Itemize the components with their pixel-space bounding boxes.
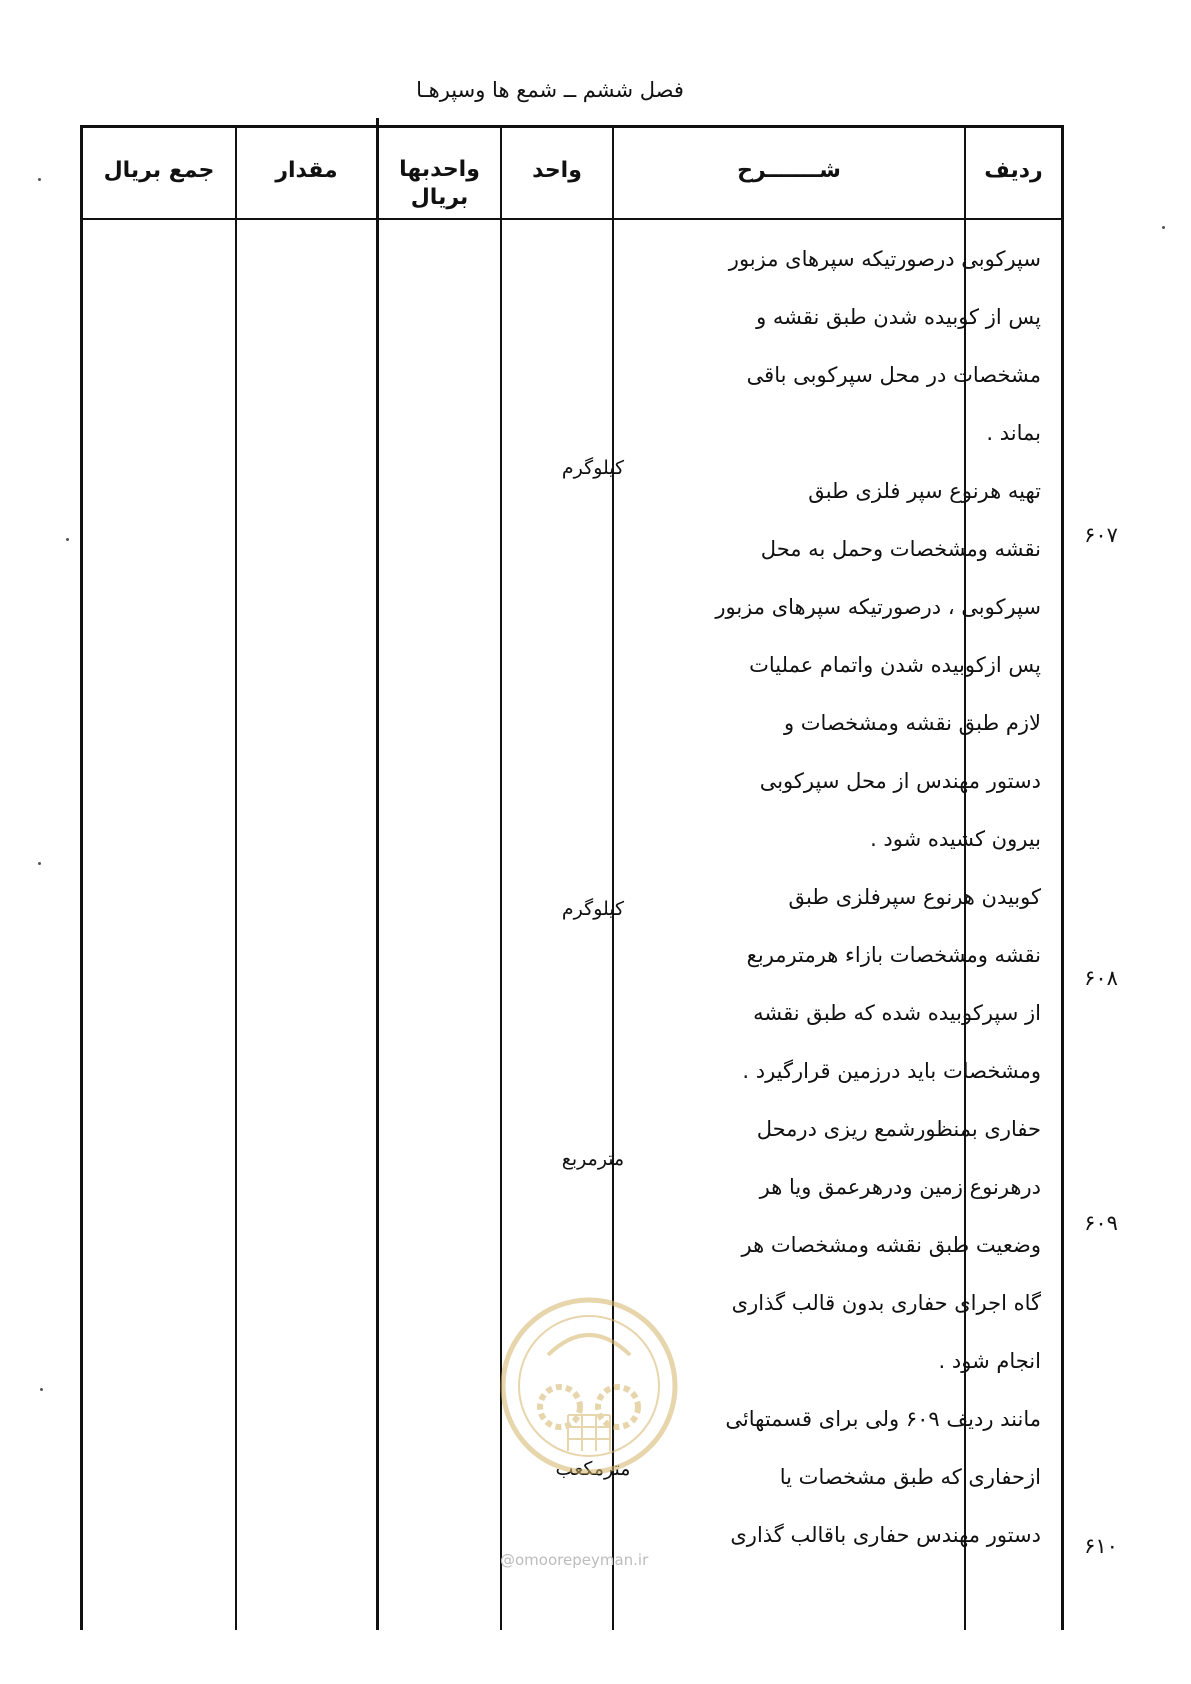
header-row-no: ردیف <box>984 158 1043 183</box>
description-line: حفاری بمنظورشمع ریزی درمحل <box>756 1117 1041 1141</box>
unit-cell: کیلوگرم <box>561 898 625 920</box>
unit-cell: کیلوگرم <box>561 457 625 479</box>
description-line: انجام شود . <box>938 1349 1041 1373</box>
table-right-border <box>1061 125 1064 1630</box>
header-description: شـــــــرح <box>737 158 841 183</box>
table-left-border <box>80 125 83 1630</box>
description-line: از سپرکوبیده شده که طبق نقشه <box>753 1001 1041 1025</box>
description-line: ومشخصات باید درزمین قرارگیرد . <box>742 1059 1041 1083</box>
description-line: پس از کوبیده شدن طبق نقشه و <box>756 305 1041 329</box>
margin-speck <box>40 1388 43 1391</box>
page-title: فصل ششم ــ شمع ها وسپرهـا <box>416 78 684 102</box>
description-line: ازحفاری که طبق مشخصات یا <box>779 1465 1041 1489</box>
row-number: ۶۰۸ <box>1084 966 1118 990</box>
margin-speck <box>1162 226 1165 229</box>
table-header-border <box>80 218 1064 220</box>
unit-cell: مترمکعب <box>555 1458 631 1480</box>
watermark-text: @omoorepeyman.ir <box>500 1551 649 1569</box>
column-divider <box>376 118 379 1630</box>
description-line: بیرون کشیده شود . <box>870 827 1041 851</box>
margin-speck <box>38 862 41 865</box>
header-unit-price-line1: واحدبها <box>399 157 480 182</box>
description-line: دستور مهندس حفاری باقالب گذاری <box>730 1523 1041 1547</box>
header-unit-price-line2: بریال <box>410 185 469 210</box>
row-number: ۶۱۰ <box>1084 1534 1118 1558</box>
header-unit-price <box>379 156 500 212</box>
description-line: نقشه ومشخصات بازاء هرمترمربع <box>746 943 1041 967</box>
description-line: سپرکوبی درصورتیکه سپرهای مزبور <box>728 247 1041 271</box>
description-line: کوبیدن هرنوع سپرفلزی طبق <box>788 885 1041 909</box>
table-top-border <box>80 125 1064 128</box>
description-line: لازم طبق نقشه ومشخصات و <box>783 711 1041 735</box>
row-number: ۶۰۷ <box>1084 523 1118 547</box>
description-line: بماند . <box>986 421 1041 445</box>
description-line: دستور مهندس از محل سپرکوبی <box>759 769 1041 793</box>
header-total: جمع بریال <box>103 158 215 183</box>
description-line: سپرکوبی ، درصورتیکه سپرهای مزبور <box>715 595 1041 619</box>
description-line: تهیه هرنوع سپر فلزی طبق <box>808 479 1041 503</box>
stamp-logo <box>498 1295 680 1477</box>
description-line: مشخصات در محل سپرکوبی باقی <box>746 363 1041 387</box>
header-amount: مقدار <box>275 158 338 183</box>
margin-speck <box>66 538 69 541</box>
description-line: نقشه ومشخصات وحمل به محل <box>760 537 1041 561</box>
row-number: ۶۰۹ <box>1084 1211 1118 1235</box>
description-line: گاه اجرای حفاری بدون قالب گذاری <box>731 1291 1041 1315</box>
description-line: مانند ردیف ۶۰۹ ولی برای قسمتهائی <box>725 1407 1041 1431</box>
margin-speck <box>38 178 41 181</box>
header-unit: واحد <box>532 158 582 183</box>
column-divider <box>235 125 237 1630</box>
unit-cell: مترمربع <box>561 1148 625 1170</box>
description-line: پس ازکوبیده شدن واتمام عملیات <box>749 653 1041 677</box>
description-line: درهرنوع زمین ودرهرعمق ویا هر <box>759 1175 1041 1199</box>
description-line: وضعیت طبق نقشه ومشخصات هر <box>741 1233 1041 1257</box>
